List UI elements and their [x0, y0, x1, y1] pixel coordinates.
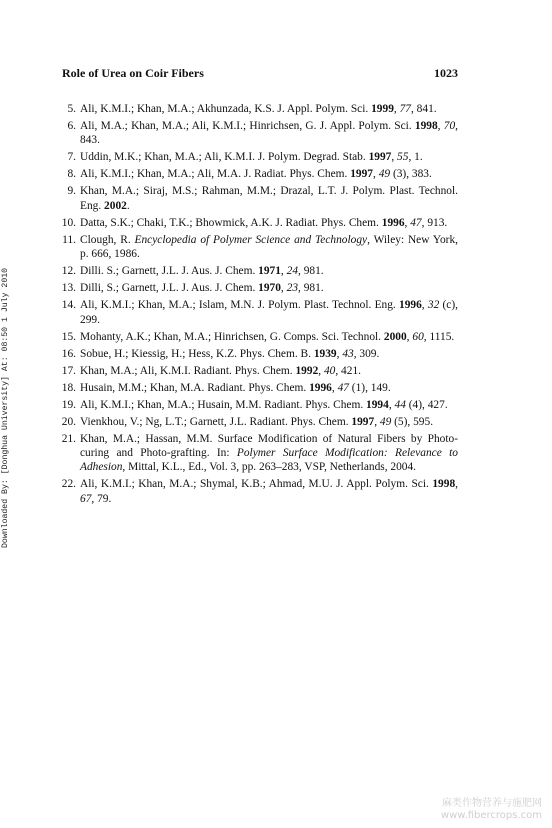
reference-italic: 44: [394, 398, 406, 411]
watermark: [441, 798, 542, 822]
reference-italic: 49: [378, 168, 391, 181]
reference-item: [62, 119, 458, 148]
reference-text: Mohanty, A.K.; Khan, M.A.; Hinrichsen, G. Comps. Sci. Technol.: [80, 330, 384, 343]
reference-text: ,: [388, 398, 395, 411]
reference-italic: 55: [397, 151, 409, 164]
reference-year: 1996: [381, 216, 405, 229]
reference-text: ,: [437, 120, 444, 132]
reference-item: [62, 432, 458, 475]
reference-list: [62, 102, 458, 509]
reference-italic: 70: [443, 120, 456, 132]
reference-text: Ali, M.A.; Khan, M.A.; Ali, K.M.I.; Hinrichsen, G. J. Appl. Polym. Sci.: [80, 120, 415, 132]
reference-text: , 913.: [421, 216, 448, 229]
reference-number: 8.: [67, 168, 76, 181]
reference-italic: 67: [80, 492, 92, 505]
reference-text: ,: [406, 330, 413, 343]
reference-year: 1992: [295, 364, 319, 377]
reference-text: ,: [455, 478, 458, 491]
reference-italic: Polymer Surface Modification: Relevance to Adhesion: [80, 447, 458, 474]
reference-year: 1998: [432, 478, 456, 491]
reference-text: ,: [374, 415, 380, 428]
reference-item: [62, 330, 458, 344]
reference-text: Datta, S.K.; Chaki, T.K.; Bhowmick, A.K. J. Radiat. Phys. Chem.: [80, 216, 382, 229]
reference-item: [62, 381, 458, 395]
reference-italic: 47: [337, 381, 349, 394]
reference-number: 7.: [67, 151, 76, 164]
reference-text: ,: [280, 282, 287, 295]
reference-year: 1999: [371, 103, 394, 115]
reference-text: (c), 299.: [80, 299, 459, 326]
reference-number: 20.: [61, 415, 76, 428]
reference-text: (1), 149.: [348, 381, 391, 394]
reference-text: ,: [404, 216, 411, 229]
running-head: [62, 66, 458, 81]
reference-item: [62, 281, 458, 295]
reference-text: , 841.: [410, 103, 437, 115]
reference-item: [62, 216, 458, 230]
reference-text: , 309.: [353, 347, 380, 360]
reference-italic: 49: [379, 415, 392, 428]
reference-text: Dilli. S.; Garnett, J.L. J. Aus. J. Chem.: [80, 265, 259, 278]
reference-text: Vienkhou, V.; Ng, L.T.; Garnett, J.L. Radiant. Phys. Chem.: [80, 415, 352, 428]
reference-text: Khan, M.A.; Siraj, M.S.; Rahman, M.M.; Drazal, L.T. J. Polym. Plast. Technol. Eng.: [80, 185, 458, 212]
reference-text: , 79.: [91, 492, 112, 505]
reference-text: ,: [280, 265, 287, 278]
reference-text: Ali, K.M.I.; Khan, M.A.; Akhunzada, K.S. J. Appl. Polym. Sci.: [80, 103, 372, 115]
reference-number: 10.: [61, 216, 76, 229]
reference-item: [62, 150, 458, 164]
reference-italic: 40: [323, 364, 336, 377]
reference-year: 1970: [258, 282, 281, 295]
reference-text: , 1115.: [423, 330, 455, 343]
reference-text: ,: [336, 347, 343, 360]
running-title: Role of Urea on Coir Fibers: [62, 66, 204, 80]
reference-item: [62, 167, 458, 181]
reference-italic: 77: [399, 103, 411, 115]
reference-year: 1939: [313, 347, 337, 360]
reference-italic: 23: [286, 282, 299, 295]
reference-text: ,: [373, 168, 379, 181]
reference-year: 1997: [351, 415, 375, 428]
reference-number: 9.: [67, 185, 76, 198]
reference-item: [62, 102, 458, 116]
reference-year: 1996: [399, 299, 422, 312]
reference-number: 21.: [61, 432, 76, 445]
reference-year: 2002: [104, 199, 127, 212]
reference-italic: 43: [342, 347, 354, 360]
reference-text: Clough, R.: [80, 233, 135, 246]
reference-item: [62, 298, 458, 327]
reference-item: [62, 398, 458, 412]
reference-text: Ali, K.M.I.; Khan, M.A.; Husain, M.M. Radiant. Phys. Chem.: [80, 398, 367, 411]
reference-year: 1997: [368, 151, 392, 164]
reference-number: 5.: [67, 103, 76, 115]
reference-text: ,: [391, 151, 398, 164]
reference-number: 15.: [61, 330, 76, 343]
reference-item: [62, 233, 458, 262]
page-number: 1023: [434, 66, 458, 80]
reference-number: 6.: [67, 120, 76, 132]
reference-text: Husain, M.M.; Khan, M.A. Radiant. Phys. Chem.: [80, 381, 310, 394]
reference-item: [62, 477, 458, 506]
reference-year: 1994: [366, 398, 389, 411]
reference-number: 14.: [61, 299, 76, 312]
reference-number: 17.: [61, 364, 76, 377]
reference-text: Uddin, M.K.; Khan, M.A.; Ali, K.M.I. J. Polym. Degrad. Stab.: [80, 151, 369, 164]
reference-text: ,: [393, 103, 400, 115]
reference-italic: Encyclopedia of Polymer Science and Technology: [134, 233, 368, 246]
reference-item: [62, 415, 458, 429]
reference-item: [62, 264, 458, 278]
reference-italic: 32: [427, 299, 440, 312]
reference-text: , 981.: [298, 265, 324, 278]
reference-text: Sobue, H.; Kiessig, H.; Hess, K.Z. Phys. Chem. B.: [80, 347, 314, 360]
reference-text: (3), 383.: [390, 168, 432, 181]
reference-item: [62, 347, 458, 361]
watermark-chinese: 麻类作物营养与施肥网: [442, 798, 542, 809]
reference-text: , 421.: [335, 364, 361, 377]
reference-item: [62, 184, 458, 213]
reference-italic: 24: [286, 265, 299, 278]
reference-text: ,: [331, 381, 338, 394]
reference-number: 18.: [61, 381, 76, 394]
reference-text: , Mittal, K.L., Ed., Vol. 3, pp. 263–283, VSP, Netherlands, 2004.: [122, 461, 417, 474]
reference-text: Ali, K.M.I.; Khan, M.A.; Ali, M.A. J. Radiat. Phys. Chem.: [80, 168, 351, 181]
reference-text: Khan, M.A.; Hassan, M.M. Surface Modification of Natural Fibers by Photo-curing and Photo-grafting. In:: [80, 432, 458, 460]
reference-number: 16.: [61, 347, 76, 360]
reference-number: 11.: [62, 233, 76, 246]
download-stamp: Downloaded By: [Donghua University] At: 08:50 1 July 2010: [1, 267, 10, 548]
reference-item: [62, 364, 458, 378]
reference-text: Ali, K.M.I.; Khan, M.A.; Shymal, K.B.; Ahmad, M.U. J. Appl. Polym. Sci.: [80, 478, 433, 491]
reference-text: .: [126, 199, 130, 212]
reference-year: 1971: [258, 265, 281, 278]
reference-text: Dilli, S.; Garnett, J.L. J. Aus. J. Chem.: [80, 282, 259, 295]
reference-year: 1997: [350, 168, 373, 181]
reference-text: , 1.: [408, 151, 423, 164]
reference-italic: 47: [410, 216, 422, 229]
reference-year: 2000: [383, 330, 407, 343]
reference-number: 13.: [61, 282, 76, 295]
reference-text: ,: [318, 364, 324, 377]
reference-text: , Wiley: New York, p. 666, 1986.: [80, 233, 458, 261]
reference-number: 12.: [61, 265, 76, 278]
reference-text: (4), 427.: [405, 398, 448, 411]
reference-text: , 981.: [298, 282, 324, 295]
reference-number: 19.: [61, 398, 76, 411]
reference-text: , 843.: [80, 120, 458, 147]
watermark-url: www.fibercrops.com: [440, 810, 542, 821]
reference-year: 1996: [309, 381, 332, 394]
reference-text: ,: [421, 299, 428, 312]
reference-italic: 60: [412, 330, 424, 343]
reference-text: Khan, M.A.; Ali, K.M.I. Radiant. Phys. Chem.: [80, 364, 296, 377]
reference-text: Ali, K.M.I.; Khan, M.A.; Islam, M.N. J. Polym. Plast. Technol. Eng.: [80, 299, 400, 312]
reference-text: (5), 595.: [391, 415, 434, 428]
reference-year: 1998: [414, 120, 438, 132]
reference-number: 22.: [61, 478, 76, 491]
